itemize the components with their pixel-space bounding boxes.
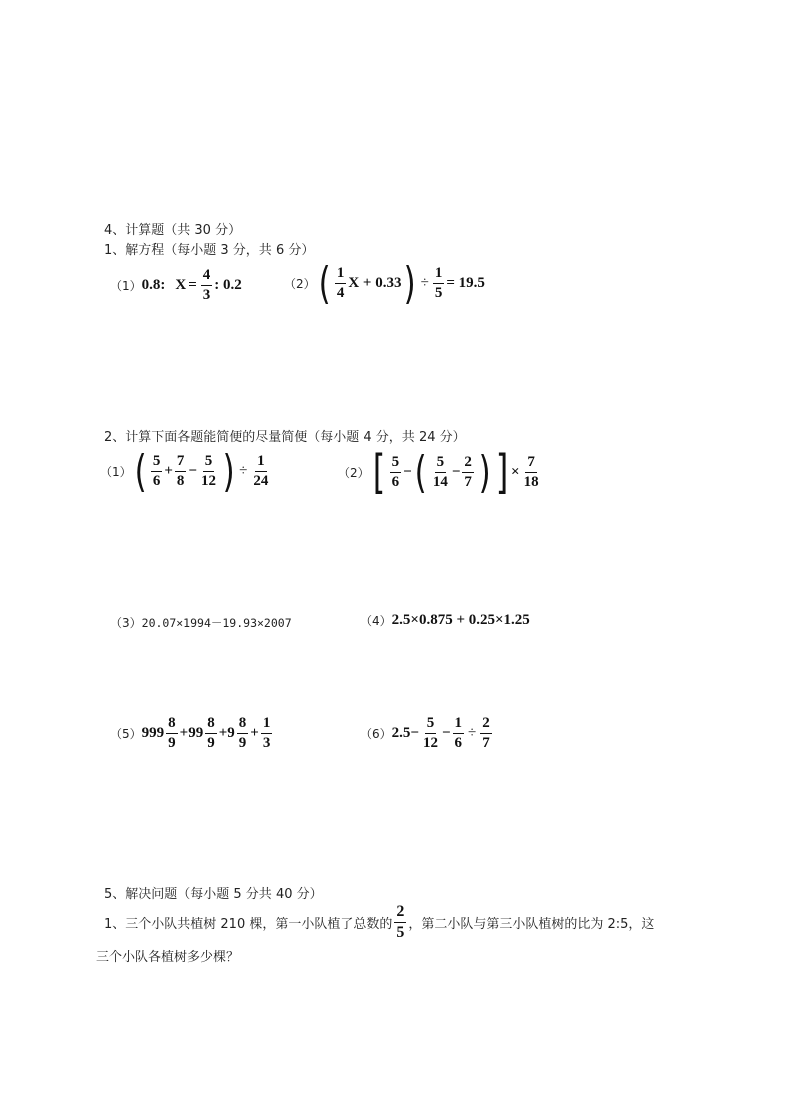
equation-1-fraction bbox=[201, 268, 213, 303]
fraction-denominator: 9 bbox=[207, 735, 215, 751]
fraction-denominator: 12 bbox=[200, 473, 216, 490]
fraction-numerator: 8 bbox=[237, 716, 249, 734]
fraction-numerator: 5 bbox=[435, 455, 447, 473]
equation-1-x: X bbox=[175, 277, 187, 293]
problem-2-close-bracket: ] bbox=[495, 445, 509, 499]
word-problem-1-text-before: 1、三个小队共植树 210 棵，第一小队植了总数的 bbox=[104, 917, 393, 932]
fraction-denominator: 5 bbox=[396, 924, 405, 941]
fraction-numerator: 1 bbox=[453, 716, 465, 734]
whole-number: 99 bbox=[188, 725, 204, 741]
problem-5-fraction-4 bbox=[261, 716, 273, 751]
problem-2-open-bracket: [ bbox=[372, 445, 385, 499]
whole-number: 9 bbox=[227, 725, 235, 741]
problem-2-fraction-3 bbox=[462, 455, 474, 490]
whole-number: 999 bbox=[141, 725, 165, 741]
plus-sign: + bbox=[250, 725, 259, 741]
word-problem-1 bbox=[104, 904, 654, 941]
fraction-numerator: 2 bbox=[394, 904, 406, 923]
divide-sign: ÷ bbox=[468, 725, 477, 741]
problem-3-expression: 20.07×1994－19.93×2007 bbox=[141, 615, 292, 630]
fraction-denominator: 6 bbox=[152, 473, 161, 490]
plus-sign: + bbox=[218, 725, 228, 741]
part2-heading: 2、计算下面各题能简便的尽量简便（每小题 4 分，共 24 分） bbox=[104, 430, 466, 445]
fraction-denominator: 8 bbox=[176, 473, 185, 490]
problem-6-label: （6） bbox=[360, 727, 392, 741]
equation-1-numerator: 4 bbox=[201, 268, 213, 286]
problem-2-fraction-2 bbox=[431, 455, 450, 490]
problem-4-label: （4） bbox=[360, 614, 392, 628]
equation-2-mid: X + 0.33 bbox=[348, 275, 402, 292]
problem-6-fraction-2 bbox=[453, 716, 465, 751]
problem-1-label: （1） bbox=[100, 465, 132, 480]
problem-2-close-paren: ) bbox=[478, 446, 491, 498]
problem-5-fraction-3 bbox=[237, 716, 249, 751]
section4-heading: 4、计算题（共 30 分） bbox=[104, 223, 242, 238]
equation-2-denominator-1: 4 bbox=[336, 285, 345, 302]
fraction-denominator: 14 bbox=[432, 474, 448, 491]
fraction-denominator: 12 bbox=[422, 735, 438, 751]
equation-2-close-paren: ) bbox=[404, 258, 417, 309]
problem-1-fraction-3 bbox=[199, 454, 218, 489]
divide-sign: ÷ bbox=[239, 463, 248, 480]
equation-2-rhs: = 19.5 bbox=[446, 275, 485, 292]
problem-1-open-paren: ( bbox=[134, 446, 147, 497]
whole-number: 2.5 bbox=[391, 725, 411, 741]
fraction-denominator: 7 bbox=[464, 474, 472, 491]
equation-1-denominator: 3 bbox=[202, 287, 211, 303]
problem-2-open-paren: ( bbox=[414, 446, 427, 498]
problem-5 bbox=[110, 716, 274, 751]
equation-2-label: （2） bbox=[284, 277, 316, 292]
problem-5-label: （5） bbox=[110, 727, 142, 741]
fraction-numerator: 5 bbox=[203, 454, 215, 472]
equation-2-divide: ÷ bbox=[420, 275, 429, 292]
problem-2 bbox=[338, 445, 543, 499]
equation-2-fraction-2 bbox=[433, 266, 445, 301]
problem-6-fraction-3 bbox=[480, 716, 492, 751]
part1-heading: 1、解方程（每小题 3 分，共 6 分） bbox=[104, 243, 315, 258]
problem-1 bbox=[100, 446, 272, 497]
problem-4 bbox=[360, 612, 530, 629]
problem-2-fraction-1 bbox=[390, 455, 402, 490]
equation-2-open-paren: ( bbox=[318, 258, 331, 309]
equation-1-equals: = bbox=[188, 277, 197, 293]
problem-6-fraction-1 bbox=[421, 716, 440, 751]
problem-1-fraction-1 bbox=[151, 454, 163, 489]
fraction-denominator: 24 bbox=[253, 473, 269, 490]
fraction-numerator: 7 bbox=[175, 454, 187, 472]
section5-heading: 5、解决问题（每小题 5 分共 40 分） bbox=[104, 887, 323, 902]
fraction-numerator: 5 bbox=[151, 454, 163, 472]
problem-3 bbox=[110, 614, 292, 631]
fraction-denominator: 9 bbox=[168, 735, 176, 751]
fraction-denominator: 9 bbox=[238, 735, 247, 751]
problem-4-expression: 2.5×0.875 + 0.25×1.25 bbox=[391, 612, 530, 628]
word-problem-1-fraction bbox=[394, 904, 406, 941]
minus-sign: − bbox=[188, 463, 197, 480]
problem-1-fraction-4 bbox=[251, 454, 270, 489]
problem-6 bbox=[360, 716, 494, 751]
fraction-numerator: 2 bbox=[480, 716, 492, 734]
word-problem-1-line2: 三个小队各植树多少棵？ bbox=[96, 950, 240, 965]
equation-2-fraction-1 bbox=[335, 266, 347, 301]
equation-2 bbox=[284, 258, 485, 309]
times-sign: × bbox=[511, 464, 520, 481]
problem-3-label: （3） bbox=[110, 616, 142, 630]
fraction-numerator: 1 bbox=[255, 454, 267, 472]
fraction-denominator: 6 bbox=[454, 735, 463, 751]
problem-2-fraction-4 bbox=[522, 455, 541, 490]
fraction-denominator: 18 bbox=[523, 474, 539, 491]
minus-sign: − bbox=[451, 464, 461, 481]
fraction-numerator: 5 bbox=[390, 455, 402, 473]
fraction-numerator: 5 bbox=[425, 716, 437, 734]
problem-2-label: （2） bbox=[338, 466, 370, 481]
minus-sign: − bbox=[410, 725, 419, 741]
fraction-numerator: 7 bbox=[525, 455, 537, 473]
problem-1-fraction-2 bbox=[175, 454, 187, 489]
fraction-numerator: 2 bbox=[462, 455, 474, 473]
minus-sign: − bbox=[403, 464, 412, 481]
plus-sign: + bbox=[179, 725, 189, 741]
equation-2-numerator-1: 1 bbox=[335, 266, 347, 284]
fraction-denominator: 3 bbox=[262, 735, 271, 751]
word-problem-1-text-after: ，第二小队与第三小队植树的比为 2:5，这 bbox=[408, 917, 655, 932]
problem-5-fraction-2 bbox=[205, 716, 217, 751]
equation-1-lhs: 0.8: bbox=[141, 277, 166, 293]
fraction-denominator: 7 bbox=[482, 735, 490, 751]
fraction-numerator: 1 bbox=[261, 716, 273, 734]
plus-sign: + bbox=[164, 463, 173, 480]
equation-1 bbox=[110, 268, 242, 303]
fraction-numerator: 8 bbox=[166, 716, 178, 734]
equation-1-label: （1） bbox=[110, 279, 142, 293]
equation-2-numerator-2: 1 bbox=[433, 266, 445, 284]
minus-sign: − bbox=[441, 725, 451, 741]
fraction-denominator: 6 bbox=[391, 474, 400, 491]
problem-5-fraction-1 bbox=[166, 716, 178, 751]
equation-2-denominator-2: 5 bbox=[434, 285, 443, 302]
fraction-numerator: 8 bbox=[205, 716, 217, 734]
problem-1-close-paren: ) bbox=[222, 446, 235, 497]
equation-1-rest: : 0.2 bbox=[214, 277, 242, 293]
